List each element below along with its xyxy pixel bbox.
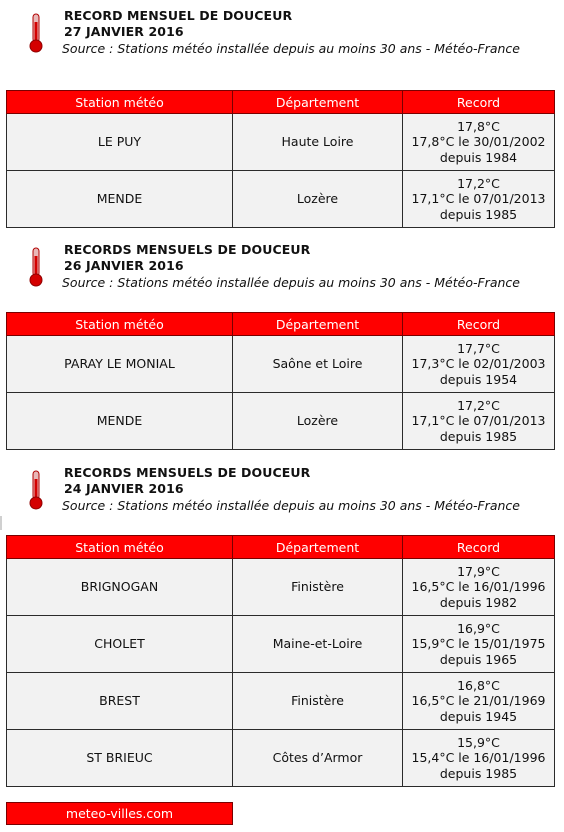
- section-source: Source : Stations météo installée depuis au moins 30 ans - Météo-France: [62, 41, 520, 56]
- table-row: [7, 336, 555, 393]
- col-header-departement: Département: [233, 91, 403, 114]
- record-cell: 17,2°C 17,1°C le 07/01/2013 depuis 1985: [403, 393, 555, 450]
- section-title: RECORDS MENSUELS DE DOUCEUR: [64, 242, 311, 257]
- station-cell: MENDE: [7, 393, 233, 450]
- table-row: [7, 393, 555, 450]
- departement-cell: Maine-et-Loire: [233, 616, 403, 673]
- departement-cell: Côtes d’Armor: [233, 730, 403, 787]
- col-header-departement: Département: [233, 536, 403, 559]
- edge-mark: [0, 516, 2, 530]
- table-row: [7, 616, 555, 673]
- record-cell: 17,8°C 17,8°C le 30/01/2002 depuis 1984: [403, 114, 555, 171]
- thermometer-icon: [26, 469, 46, 511]
- col-header-record: Record: [403, 536, 555, 559]
- station-cell: LE PUY: [7, 114, 233, 171]
- table-row: [7, 114, 555, 171]
- section-date: 26 JANVIER 2016: [64, 258, 184, 273]
- section-date: 27 JANVIER 2016: [64, 24, 184, 39]
- departement-cell: Lozère: [233, 171, 403, 228]
- records-table: [6, 312, 555, 450]
- col-header-record: Record: [403, 91, 555, 114]
- record-cell: 16,8°C 16,5°C le 21/01/1969 depuis 1945: [403, 673, 555, 730]
- col-header-station: Station météo: [7, 536, 233, 559]
- departement-cell: Saône et Loire: [233, 336, 403, 393]
- section-title: RECORDS MENSUELS DE DOUCEUR: [64, 465, 311, 480]
- section-header: [0, 457, 564, 517]
- col-header-departement: Département: [233, 313, 403, 336]
- col-header-record: Record: [403, 313, 555, 336]
- departement-cell: Finistère: [233, 559, 403, 616]
- col-header-station: Station météo: [7, 313, 233, 336]
- departement-cell: Lozère: [233, 393, 403, 450]
- col-header-station: Station météo: [7, 91, 233, 114]
- table-row: [7, 673, 555, 730]
- station-cell: BRIGNOGAN: [7, 559, 233, 616]
- record-cell: 17,2°C 17,1°C le 07/01/2013 depuis 1985: [403, 171, 555, 228]
- table-row: [7, 559, 555, 616]
- records-table: [6, 535, 555, 787]
- station-cell: PARAY LE MONIAL: [7, 336, 233, 393]
- section-header: [0, 234, 564, 294]
- meteo-villes-link[interactable]: meteo-villes.com: [6, 802, 233, 825]
- departement-cell: Finistère: [233, 673, 403, 730]
- record-section: [0, 0, 564, 222]
- records-table: [6, 90, 555, 228]
- station-cell: MENDE: [7, 171, 233, 228]
- table-row: [7, 171, 555, 228]
- record-cell: 17,7°C 17,3°C le 02/01/2003 depuis 1954: [403, 336, 555, 393]
- record-cell: 16,9°C 15,9°C le 15/01/1975 depuis 1965: [403, 616, 555, 673]
- record-cell: 17,9°C 16,5°C le 16/01/1996 depuis 1982: [403, 559, 555, 616]
- thermometer-icon: [26, 246, 46, 288]
- section-source: Source : Stations météo installée depuis au moins 30 ans - Météo-France: [62, 498, 520, 513]
- table-header-row: [7, 313, 555, 336]
- station-cell: CHOLET: [7, 616, 233, 673]
- thermometer-icon: [26, 12, 46, 54]
- section-title: RECORD MENSUEL DE DOUCEUR: [64, 8, 293, 23]
- table-header-row: [7, 536, 555, 559]
- departement-cell: Haute Loire: [233, 114, 403, 171]
- section-header: [0, 0, 564, 60]
- record-section: [0, 234, 564, 444]
- table-header-row: [7, 91, 555, 114]
- record-section: [0, 457, 564, 781]
- section-date: 24 JANVIER 2016: [64, 481, 184, 496]
- record-cell: 15,9°C 15,4°C le 16/01/1996 depuis 1985: [403, 730, 555, 787]
- station-cell: ST BRIEUC: [7, 730, 233, 787]
- section-source: Source : Stations météo installée depuis au moins 30 ans - Météo-France: [62, 275, 520, 290]
- station-cell: BREST: [7, 673, 233, 730]
- table-row: [7, 730, 555, 787]
